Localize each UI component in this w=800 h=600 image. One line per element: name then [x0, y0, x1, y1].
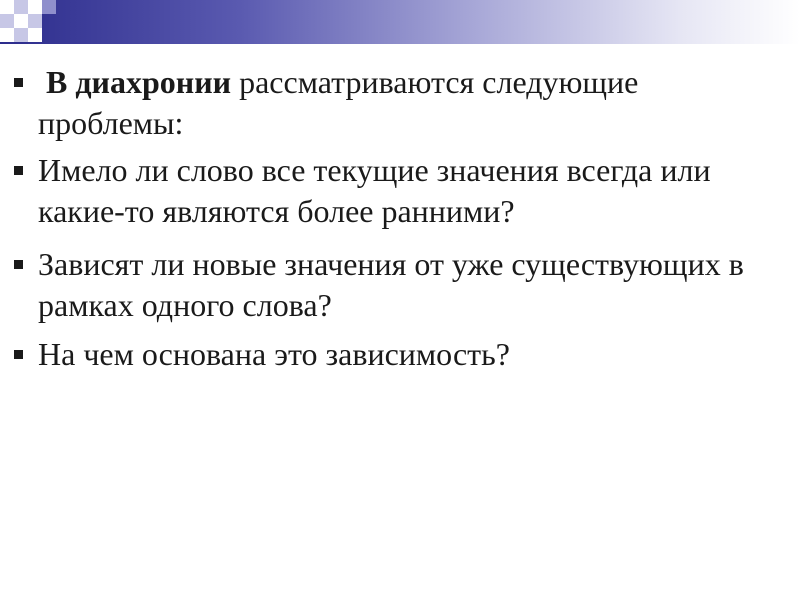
list-item-label: Имело ли слово все текущие значения всегда или какие-то являются более ранними?	[38, 152, 711, 229]
list-item-text	[38, 62, 790, 144]
header-decoration-square	[28, 0, 42, 14]
header-decoration-square	[14, 0, 28, 14]
bullet-square-icon	[14, 78, 23, 87]
header-decoration-square	[0, 14, 14, 28]
header-decoration-square	[0, 28, 14, 42]
header-decoration-square	[42, 0, 56, 14]
header-decoration-bar	[0, 0, 800, 44]
header-decoration-square	[0, 0, 14, 14]
bullet-square-icon	[14, 260, 23, 269]
header-decoration-square	[28, 14, 42, 28]
header-decoration-square	[14, 28, 28, 42]
list-item-label: Зависят ли новые значения от уже существующих в рамках одного слова?	[38, 246, 744, 323]
bullet-square-icon	[14, 350, 23, 359]
header-decoration-square	[14, 14, 28, 28]
list-item-label: На чем основана это зависимость?	[38, 336, 510, 372]
bullet-square-icon	[14, 166, 23, 175]
list-item-bold-lead: В диахронии	[46, 64, 232, 100]
header-decoration-square	[28, 28, 42, 42]
list-item-label: рассматриваются следующие проблемы:	[38, 64, 639, 141]
